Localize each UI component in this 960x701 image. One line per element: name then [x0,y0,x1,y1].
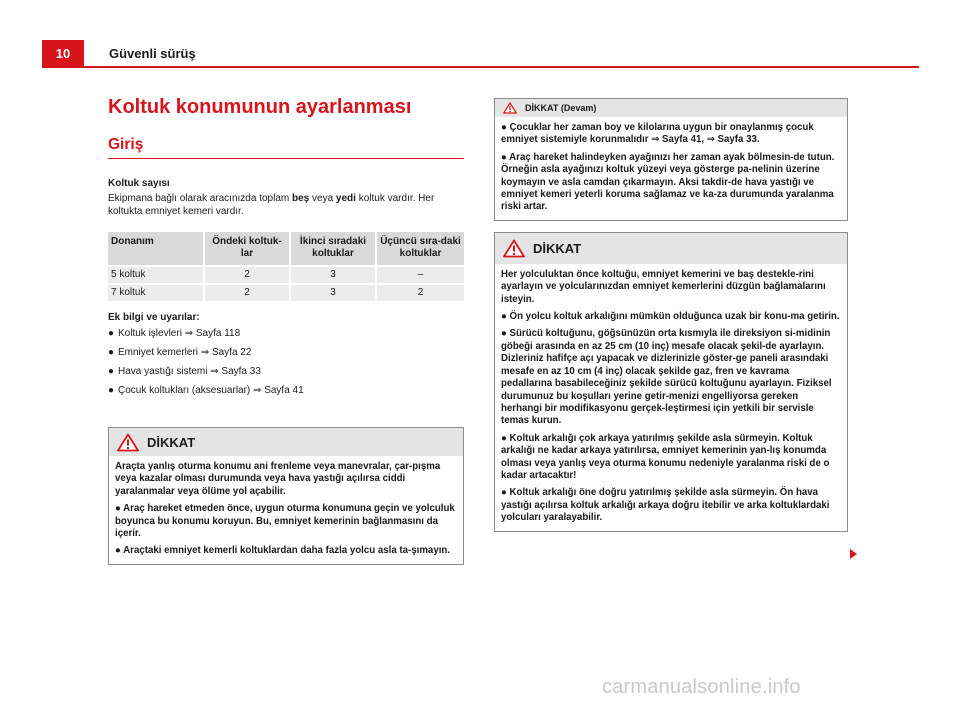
reference-list [108,328,464,397]
warning-paragraph: ● Ön yolcu koltuk arkalığını mümkün olduğunca uzak bir konu-ma getirin. [501,311,840,323]
warning-paragraph: ● Çocuklar her zaman boy ve kilolarına uygun bir onaylanmış çocuk emniyet sistemiyle korunmalıdır ⇒ Sayfa 41, ⇒ Sayfa 33. [501,122,814,146]
table-header: İkinci sıradaki koltuklar [290,232,376,266]
section-title: Koltuk konumunun ayarlanması [108,96,412,118]
warning-body [495,117,847,220]
table-header: Donanım [108,232,204,266]
warning-triangle-icon [503,239,525,258]
warning-box [108,427,464,565]
warning-continued-box [494,98,848,221]
warning-header [495,99,847,117]
warning-title: DİKKAT [533,240,582,256]
table-header: Öndeki koltuk-lar [204,232,290,266]
extra-info-heading: Ek bilgi ve uyarılar: [108,312,200,323]
table-cell: 2 [204,284,290,301]
table-header: Üçüncü sıra-daki koltuklar [376,232,464,266]
warning-paragraph: Her yolculuktan önce koltuğu, emniyet kemerini ve baş destekle-rini ayarlayın ve yolcularınızdan emniyet kemerlerini düzgün bağlamalarını isteyin. [501,268,826,305]
table-cell: 3 [290,266,376,284]
seat-count-text: Ekipmana bağlı olarak aracınızda toplam beş veya yedi koltuk vardır. Her koltukta emniyet kemeri vardır. [108,193,435,217]
warning-triangle-icon [117,433,139,452]
warning-paragraph: Araçta yanlış oturma konumu ani frenleme veya manevralar, çar-pışma veya kazalar olması durumunda veya hava yastığı açılırsa ciddi yaralanmalar veya ölüme yol açabilir. [115,461,441,497]
table-cell: – [376,266,464,284]
warning-paragraph: ● Araçtaki emniyet kemerli koltuklardan daha fazla yolcu asla ta-şımayın. [115,545,451,557]
warning-title: DİKKAT (Devam) [525,103,597,113]
table-cell: 7 koltuk [108,284,204,301]
warning-paragraph: ● Araç hareket halindeyken ayağınızı her zaman ayak bölmesin-de tutun. Örneğin asla ayağınızı koltuk yüzeyi veya gösterge pa-nelinin üzerine koymayın ve asla camdan çıkarmayın. Aksi takdir-de hava yastığı ve emniyet kemeri yeterli koruma sağlamaz ve ka-za durumunda yaralanma riski artar. [501,151,835,213]
subsection-title: Giriş [108,136,464,159]
warning-paragraph: ● Araç hareket etmeden önce, uygun oturma konumuna geçin ve yolculuk boyunca bu konumu koruyun. Bu, emniyet kemerinin bağlanmasını da içerir. [115,503,455,540]
table-row [108,266,464,284]
table-cell: 2 [204,266,290,284]
list-item[interactable]: ● Emniyet kemerleri ⇒ Sayfa 22 [108,347,252,358]
watermark: carmanualsonline.info [602,676,801,698]
continue-arrow-icon[interactable] [850,549,857,559]
warning-paragraph: ● Koltuk arkalığı çok arkaya yatırılmış şekilde asla sürmeyin. Koltuk arkalığı ne kadar arkaya yatırılırsa, emniyet kemerinin yan-lış konumda olması veya yanlış veya oturma konumu nedeniyle yaralanma riski de o kadar artacaktır! [501,432,830,481]
table-cell: 2 [376,284,464,301]
warning-triangle-icon [503,102,517,114]
warning-paragraph: ● Koltuk arkalığı öne doğru yatırılmış şekilde asla sürmeyin. Ön hava yastığı açılırsa koltuk arkalığı arkaya doğru itebilir ve arka koltuklardaki yolcuları yaralayabilir. [501,487,830,524]
warning-title: DİKKAT [147,434,196,450]
warning-body [109,456,463,564]
warning-body [495,264,847,531]
seat-table [108,232,464,301]
warning-header [109,428,463,456]
warning-paragraph: ● Sürücü koltuğunu, göğsünüzün orta kısmıyla ile direksiyon si-midinin göbeği arasında en az 25 cm (10 inç) mesafe olacak şekil-de ayarlayın. Dizleriniz hafifçe açı yapacak ve dizlerinizle göster-ge paneli arasındaki mesafe en az 10 cm (4 inç) olacak şekilde gaz, fren ve kavrama pedallarına basabileceğiniz şekilde sürücü koltuğunu ayarlayın. Fiziksel durumunuz bu koşulları yerine getir-menizi engelliyorsa gereken herhangi bir modifikasyonu gerçek-leştirmesi için yetkili bir servisle temas kurun. [501,328,832,427]
header-rule [42,66,919,68]
table-header-row [108,232,464,266]
table-row [108,284,464,301]
header-title: Güvenli sürüş [109,46,196,61]
list-item[interactable]: ● Koltuk işlevleri ⇒ Sayfa 118 [108,328,241,339]
table-cell: 5 koltuk [108,266,204,284]
warning-header [495,233,847,264]
seat-count-heading: Koltuk sayısı [108,178,170,189]
list-item[interactable]: ● Hava yastığı sistemi ⇒ Sayfa 33 [108,366,261,377]
list-item[interactable]: ● Çocuk koltukları (aksesuarlar) ⇒ Sayfa 41 [108,385,304,396]
left-column [108,95,464,565]
table-cell: 3 [290,284,376,301]
right-column [494,98,848,532]
page-number: 10 [42,40,84,67]
warning-box [494,232,848,532]
